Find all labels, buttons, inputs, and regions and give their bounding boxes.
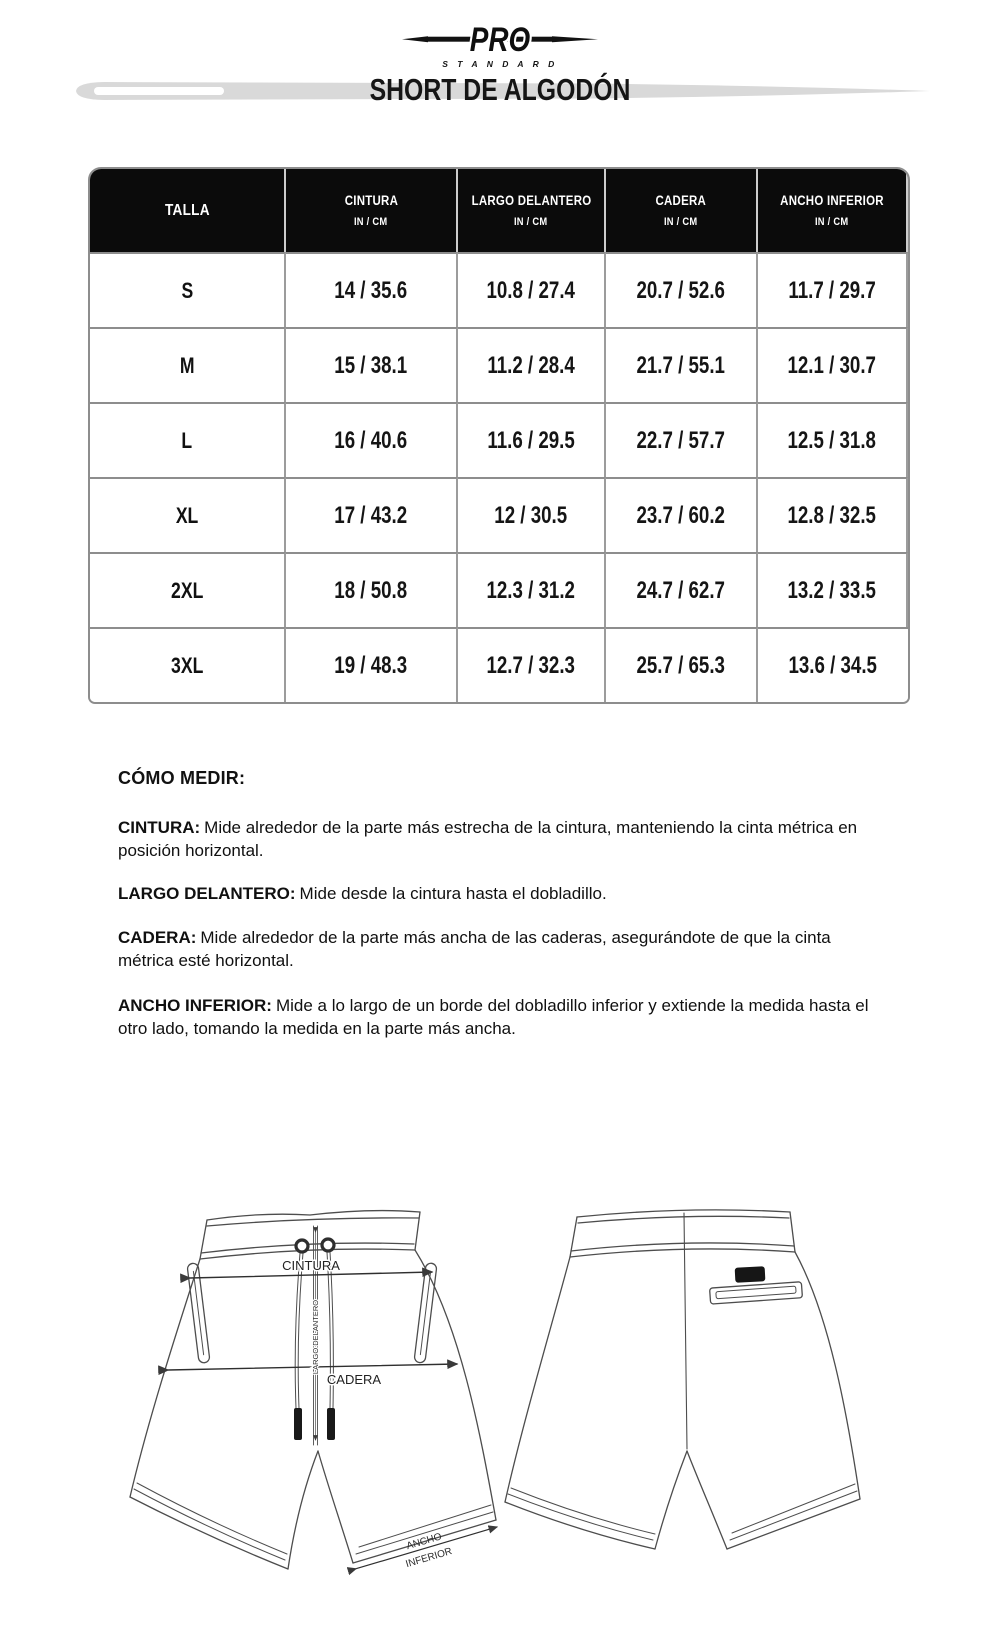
shorts-front-diagram [110,1142,505,1584]
measurement-cell: 12.3 / 31.2 [458,552,606,627]
size-cell: XL [90,477,286,552]
measurement-cell: 17 / 43.2 [286,477,458,552]
back-welt-pocket [710,1282,803,1304]
front-waistband [200,1211,420,1259]
aglet-right [327,1408,335,1440]
col-header-ancho-inferior: ANCHO INFERIOR IN / CM [758,169,908,252]
measurement-cell: 13.2 / 33.5 [758,552,908,627]
col-header-cadera: CADERA IN / CM [606,169,758,252]
size-cell: L [90,402,286,477]
measurement-cell: 16 / 40.6 [286,402,458,477]
back-outline [505,1213,860,1549]
measurement-cell: 10.8 / 27.4 [458,252,606,327]
measurement-cell: 12 / 30.5 [458,477,606,552]
measurement-cell: 11.6 / 29.5 [458,402,606,477]
col-header-talla: TALLA [90,169,286,252]
brand-logo [380,12,620,72]
measurement-cell: 12.7 / 32.3 [458,627,606,702]
measurement-cell: 13.6 / 34.5 [758,627,908,702]
cintura-label: CINTURA [282,1258,340,1273]
measurement-cell: 11.7 / 29.7 [758,252,908,327]
measurement-cell: 18 / 50.8 [286,552,458,627]
back-waistband [570,1210,795,1257]
measurement-cell: 12.8 / 32.5 [758,477,908,552]
measure-item-cintura: CINTURA: Mide alrededor de la parte más estrecha de la cintura, manteniendo la cinta métrica en posición horizontal. [118,818,858,860]
measurement-cell: 12.1 / 30.7 [758,327,908,402]
center-back-seam [684,1213,687,1449]
front-pocket-right [414,1263,437,1364]
ancho-label-line1: ANCHO [405,1531,444,1553]
how-to-measure-heading: CÓMO MEDIR: [118,768,246,788]
ancho-label-line2: INFERIOR [404,1546,454,1571]
size-table [88,167,910,704]
shorts-back-diagram [485,1142,875,1562]
col-header-largo-delantero: LARGO DELANTERO IN / CM [458,169,606,252]
brand-subname: S T A N D A R D [442,59,558,69]
measurement-cell: 20.7 / 52.6 [606,252,758,327]
measure-item-ancho-inferior: ANCHO INFERIOR: Mide a lo largo de un borde del dobladillo inferior y extiende la medida hasta el otro lado, tomando la medida en la parte más ancha. [118,996,869,1038]
measurement-cell: 14 / 35.6 [286,252,458,327]
eyelet-left [296,1240,308,1252]
measurement-cell: 15 / 38.1 [286,327,458,402]
aglet-left [294,1408,302,1440]
largo-delantero-label: LARGO DELANTERO [311,1299,320,1375]
size-cell: M [90,327,286,402]
measurement-cell: 22.7 / 57.7 [606,402,758,477]
brand-name: PRO [469,20,531,59]
page-title: SHORT DE ALGODÓN [369,72,631,107]
size-cell: 3XL [90,627,286,702]
measurement-cell: 25.7 / 65.3 [606,627,758,702]
measurement-cell: 19 / 48.3 [286,627,458,702]
cadera-label: CADERA [326,1372,382,1387]
size-cell: 2XL [90,552,286,627]
back-brand-tab [735,1266,766,1283]
size-cell: S [90,252,286,327]
eyelet-right [322,1239,334,1251]
measurement-cell: 11.2 / 28.4 [458,327,606,402]
measurement-cell: 21.7 / 55.1 [606,327,758,402]
measure-item-largo-delantero: LARGO DELANTERO: Mide desde la cintura hasta el dobladillo. [118,884,607,903]
front-outline [130,1250,496,1569]
measurement-cell: 23.7 / 60.2 [606,477,758,552]
measure-item-cadera: CADERA: Mide alrededor de la parte más ancha de las caderas, asegurándote de que la cinta métrica esté horizontal. [118,928,831,970]
measurement-cell: 12.5 / 31.8 [758,402,908,477]
col-header-cintura: CINTURA IN / CM [286,169,458,252]
measurement-cell: 24.7 / 62.7 [606,552,758,627]
size-table-grid [90,169,908,702]
